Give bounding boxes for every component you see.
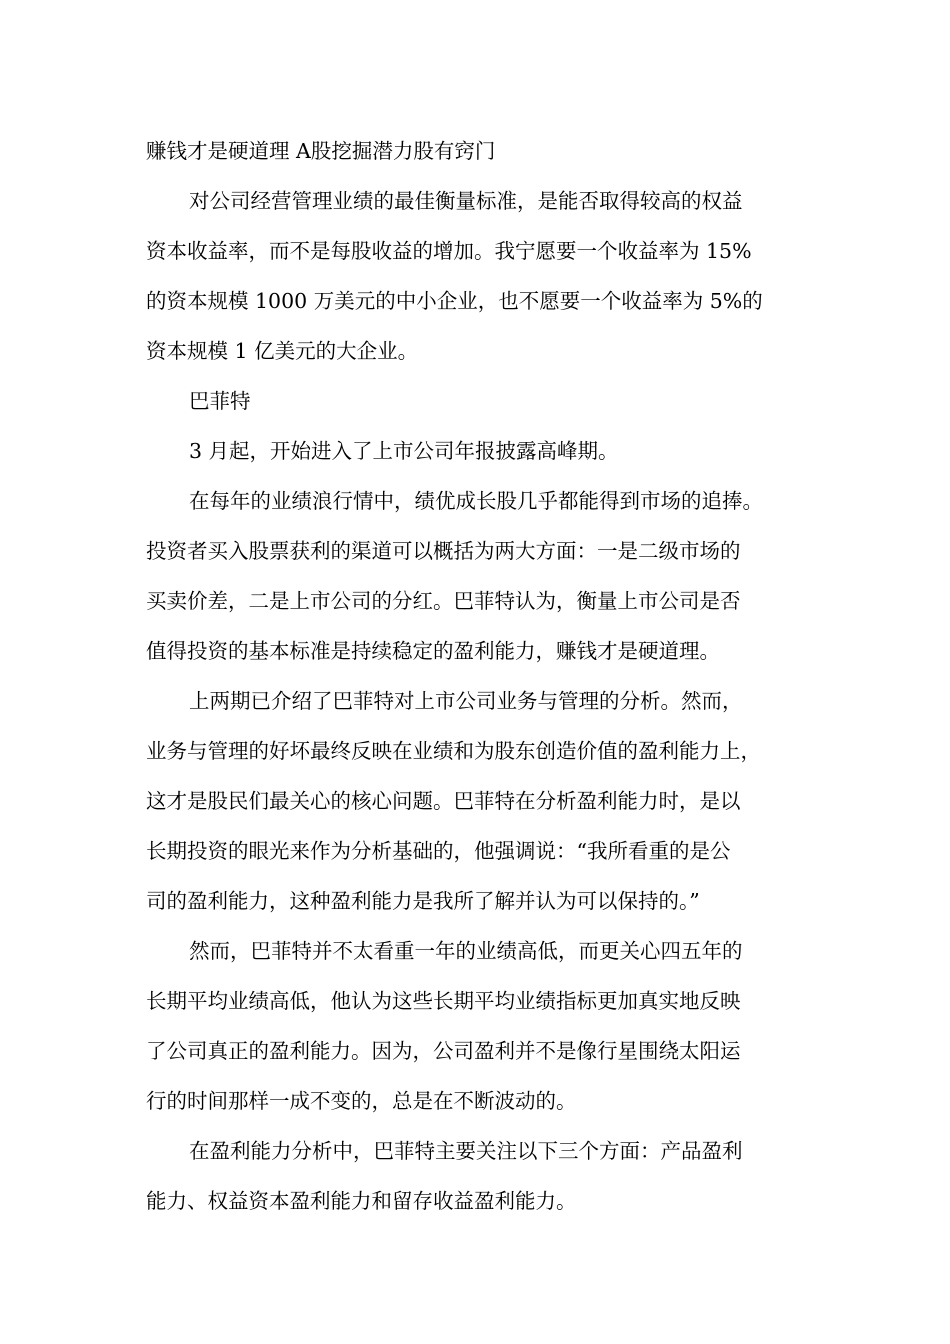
paragraph-line: 投资者买入股票获利的渠道可以概括为两大方面：一是二级市场的 bbox=[146, 539, 741, 563]
document-title: 赚钱才是硬道理 A股挖掘潜力股有窍门 bbox=[146, 139, 496, 163]
paragraph-line: 行的时间那样一成不变的，总是在不断波动的。 bbox=[146, 1089, 577, 1113]
paragraph-line: 值得投资的基本标准是持续稳定的盈利能力，赚钱才是硬道理。 bbox=[146, 639, 720, 663]
quote-author: 巴菲特 bbox=[189, 389, 251, 413]
paragraph-line: 在每年的业绩浪行情中，绩优成长股几乎都能得到市场的追捧。 bbox=[189, 489, 763, 513]
paragraph-line: 买卖价差，二是上市公司的分红。巴菲特认为，衡量上市公司是否 bbox=[146, 589, 741, 613]
paragraph-line: 然而，巴菲特并不太看重一年的业绩高低，而更关心四五年的 bbox=[189, 939, 743, 963]
quote-line: 资本规模 1 亿美元的大企业。 bbox=[146, 339, 419, 363]
intro-line: 3 月起，开始进入了上市公司年报披露高峰期。 bbox=[189, 439, 619, 463]
paragraph-line: 业务与管理的好坏最终反映在业绩和为股东创造价值的盈利能力上， bbox=[146, 739, 761, 763]
paragraph-line: 在盈利能力分析中，巴菲特主要关注以下三个方面：产品盈利 bbox=[189, 1139, 743, 1163]
quote-line: 的资本规模 1000 万美元的中小企业，也不愿要一个收益率为 5%的 bbox=[146, 289, 763, 313]
document-body bbox=[146, 131, 826, 1231]
paragraph-line: 司的盈利能力，这种盈利能力是我所了解并认为可以保持的。” bbox=[146, 889, 700, 913]
paragraph-line: 了公司真正的盈利能力。因为，公司盈利并不是像行星围绕太阳运 bbox=[146, 1039, 741, 1063]
paragraph-line: 能力、权益资本盈利能力和留存收益盈利能力。 bbox=[146, 1189, 577, 1213]
paragraph-line: 上两期已介绍了巴菲特对上市公司业务与管理的分析。然而， bbox=[189, 689, 743, 713]
quote-line: 资本收益率，而不是每股收益的增加。我宁愿要一个收益率为 15% bbox=[146, 239, 752, 263]
paragraph-line: 长期平均业绩高低，他认为这些长期平均业绩指标更加真实地反映 bbox=[146, 989, 741, 1013]
quote-line: 对公司经营管理业绩的最佳衡量标准，是能否取得较高的权益 bbox=[189, 189, 743, 213]
paragraph-line: 这才是股民们最关心的核心问题。巴菲特在分析盈利能力时，是以 bbox=[146, 789, 741, 813]
paragraph-line: 长期投资的眼光来作为分析基础的，他强调说：“我所看重的是公 bbox=[146, 839, 731, 863]
